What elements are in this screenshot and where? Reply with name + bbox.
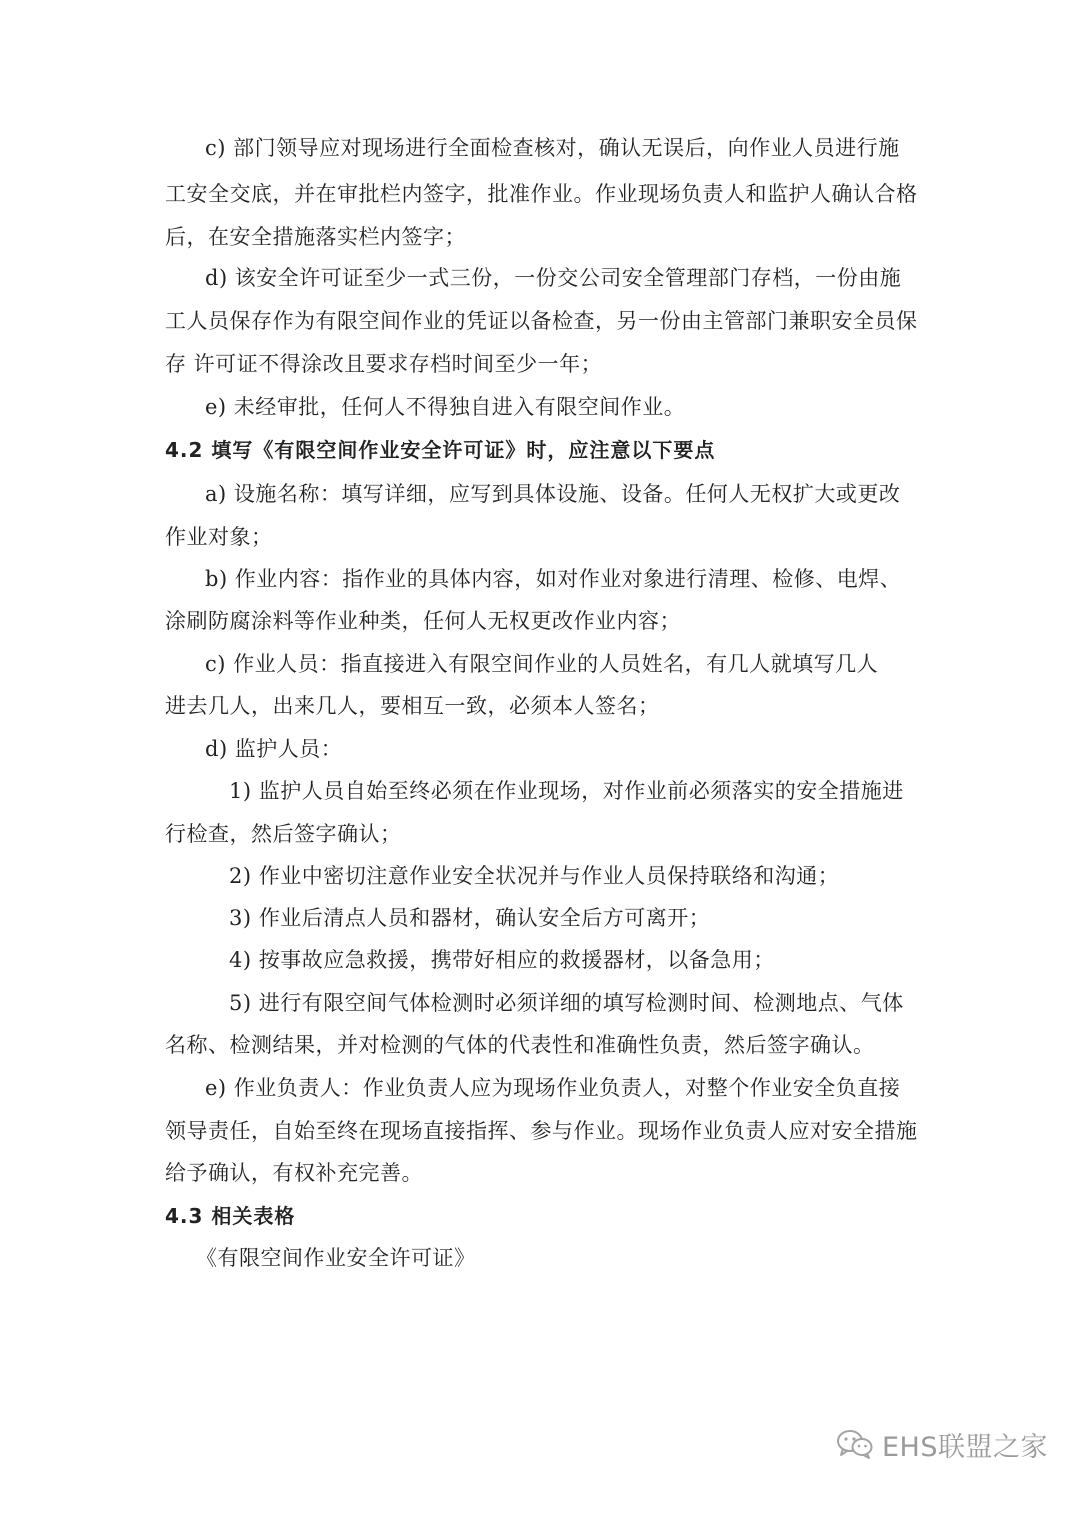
subitem-5-line-1: 5) 进行有限空间气体检测时必须详细的填写检测时间、检测地点、气体	[229, 991, 904, 1015]
section-heading-4-2: 4.2 填写《有限空间作业安全许可证》时，应注意以下要点	[165, 438, 716, 462]
item-c-line-2: 进去几人，出来几人，要相互一致，必须本人签名；	[165, 694, 660, 718]
paragraph-c-line-1: c) 部门领导应对现场进行全面检查核对，确认无误后，向作业人员进行施	[205, 136, 900, 160]
subitem-4: 4) 按事故应急救援，携带好相应的救援器材，以备急用；	[229, 948, 775, 972]
paragraph-c-line-2: 工安全交底，并在审批栏内签字，批准作业。作业现场负责人和监护人确认合格	[165, 182, 918, 206]
paragraph-d-line-2: 工人员保存作为有限空间作业的凭证以备检查，另一份由主管部门兼职安全员保	[165, 309, 918, 333]
item-d: d) 监护人员：	[205, 737, 343, 761]
subitem-1-line-1: 1) 监护人员自始至终必须在作业现场，对作业前必须落实的安全措施进	[229, 779, 904, 803]
subitem-1-line-2: 行检查，然后签字确认；	[165, 822, 402, 846]
subitem-5-line-2: 名称、检测结果，并对检测的气体的代表性和准确性负责，然后签字确认。	[165, 1033, 875, 1057]
related-form-title: 《有限空间作业安全许可证》	[196, 1246, 476, 1270]
paragraph-e: e) 未经审批，任何人不得独自进入有限空间作业。	[205, 395, 686, 419]
paragraph-c-line-3: 后，在安全措施落实栏内签字；	[165, 225, 466, 249]
item-a-line-2: 作业对象；	[165, 525, 273, 549]
item-b-line-1: b) 作业内容：指作业的具体内容，如对作业对象进行清理、检修、电焊、	[205, 567, 902, 591]
item-b-line-2: 涂刷防腐涂料等作业种类，任何人无权更改作业内容；	[165, 609, 681, 633]
watermark	[836, 1424, 1048, 1464]
item-e-line-3: 给予确认，有权补充完善。	[165, 1161, 423, 1185]
item-c-line-1: c) 作业人员：指直接进入有限空间作业的人员姓名，有几人就填写几人	[205, 652, 879, 676]
paragraph-d-line-1: d) 该安全许可证至少一式三份，一份交公司安全管理部门存档，一份由施	[205, 266, 902, 290]
subitem-2: 2) 作业中密切注意作业安全状况并与作业人员保持联络和沟通；	[229, 864, 840, 888]
wechat-icon	[836, 1428, 874, 1460]
subitem-3: 3) 作业后清点人员和器材，确认安全后方可离开；	[229, 906, 711, 930]
item-e-line-2: 领导责任，自始至终在现场直接指挥、参与作业。现场作业负责人应对安全措施	[165, 1119, 918, 1143]
section-heading-4-3: 4.3 相关表格	[165, 1204, 296, 1228]
item-e-line-1: e) 作业负责人：作业负责人应为现场作业负责人，对整个作业安全负直接	[205, 1076, 901, 1100]
watermark-text: EHS联盟之家	[882, 1431, 1049, 1463]
item-a-line-1: a) 设施名称：填写详细，应写到具体设施、设备。任何人无权扩大或更改	[205, 482, 901, 506]
paragraph-d-line-3: 存 许可证不得涂改且要求存档时间至少一年；	[165, 352, 603, 376]
